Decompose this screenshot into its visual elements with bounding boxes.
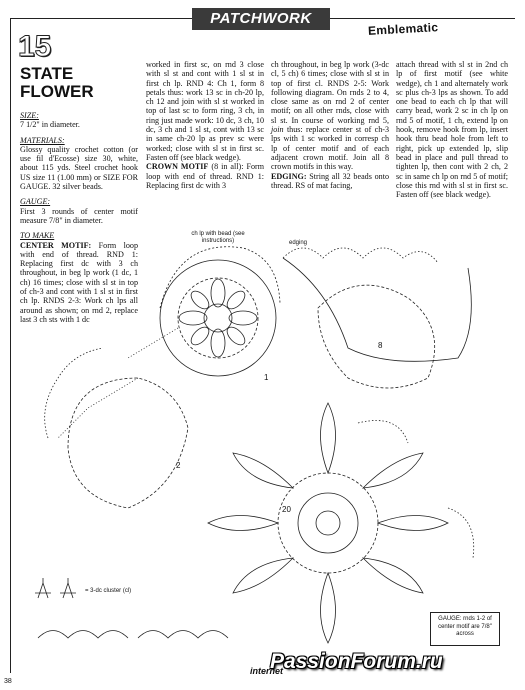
edging-heading: EDGING: bbox=[271, 171, 307, 181]
section-tab: PATCHWORK bbox=[192, 8, 330, 30]
gauge-box: GAUGE: rnds 1-2 of center motif are 7/8" across bbox=[430, 612, 500, 646]
crown-motif-cont: ch throughout, in beg lp work (3-dc cl, 5 ch) 6 times; close with sl st in top of first cl. RNDS 2-5: Work following diagram. On rnds 2 to 4, close same as on rnd 2 of center motif; on all other rnds, close with sl st. In course of working rnd 5, bbox=[271, 60, 389, 125]
gauge-text: First 3 rounds of center motif measure 7/8" in diameter. bbox=[20, 206, 138, 225]
crown-motif-2 bbox=[45, 348, 188, 508]
left-margin-rule bbox=[10, 18, 11, 673]
join-word: join bbox=[271, 125, 284, 135]
edging-label: edging bbox=[288, 240, 308, 246]
watermark: PassionForum.ru bbox=[270, 650, 443, 673]
crown-motif-count: (8 in all): bbox=[211, 162, 244, 172]
crown-motif-1 bbox=[160, 247, 280, 376]
motif-label-1: 1 bbox=[264, 373, 269, 382]
crochet-diagram bbox=[28, 208, 508, 678]
crown-motif-text: Form loop with end of thread. RND 1: Replacing first dc with 3 bbox=[146, 162, 265, 190]
crown-join-text: thus: replace center st of ch-3 lps with 1 sc worked in corresp ch lp of center motif and of each adjacent crown motif. Join all 8 crown motifs in this way. bbox=[271, 125, 389, 172]
size-text: 7 1/2" in diameter. bbox=[20, 120, 80, 130]
center-motif-heading: CENTER MOTIF: bbox=[20, 240, 92, 250]
motif-label-8: 8 bbox=[378, 341, 383, 350]
page-number: 38 bbox=[4, 678, 12, 685]
center-motif-text: Form loop with end of thread. RND 1: Replacing first dc with 3 ch throughout, in beg lp work (1 dc, 1 ch) 16 times; close with sl st in top of ch-3 and cont with 1 sl st in first ch lp. RNDS 2-3: Work ch lps all around as shown; on rnd 2, replace last 3 ch sts with 1 dc bbox=[20, 240, 138, 324]
column-2 bbox=[146, 60, 264, 190]
center-petals bbox=[208, 403, 448, 643]
pattern-number: 15 bbox=[18, 30, 52, 63]
motif-label-20: 20 bbox=[282, 505, 291, 514]
bead-loop-label: ch lp with bead (see instructions) bbox=[191, 231, 245, 244]
edging-top bbox=[283, 248, 438, 263]
flower-petals bbox=[179, 279, 257, 357]
materials-text: Glossy quality crochet cotton (or use fil d'Ecosse) size 30, white, about 115 yds. Steel crochet hook US size 11 (1.00 mm) or SIZE FOR GAUGE. 32 silver beads. bbox=[20, 144, 138, 192]
center-motif bbox=[208, 403, 474, 643]
center-motif-cont: worked in first sc, on rnd 3 close with sl st and cont with 1 sl st in first ch lp. RND 4: Ch 1, form 8 petals thus: work 13 sc in ch-20 lp, ch 12 and join with sl st worked in top of last sc to form ring, 3 ch, in ring just made work: 10 dc, 3 ch, 10 dc, 3 ch and 1 sl st, cont with 13 sc in same ch-20 lp as prev sc were worked; close with sl st in first sc. Fasten off (see black wedge). bbox=[146, 60, 264, 162]
edging-text: String all 32 beads onto thread. RS of mat facing, bbox=[271, 171, 389, 190]
publisher-logo: internet bbox=[250, 666, 284, 676]
column-3 bbox=[271, 60, 389, 190]
cluster-legend: = 3-dc cluster (cl) bbox=[85, 588, 132, 594]
pattern-title: STATE FLOWER bbox=[20, 64, 94, 101]
stitch-legend bbox=[35, 578, 228, 638]
tomake-heading: TO MAKE bbox=[20, 231, 55, 241]
edging-cont: attach thread with sl st in 2nd ch lp of first motif (see white wedge), ch 1 and alternately work sc plus ch-3 lps as shown. To add one bead to each ch lp that will carry bead, work 2 sc in ch lp on rnd 5 of motif, 1 ch, extend lp on hook, remove hook from lp, insert hook thru bead hole from left to right, pick up extended lp, slip bead in place and pull thread to tighten lp, then cont with 2 ch, 2 sc in same ch lp on rnd 5 of motif; close this rnd with sl st in first sc. Fasten off (see black wedge). bbox=[396, 60, 508, 200]
size-heading: SIZE: bbox=[20, 111, 39, 120]
motif-label-2: 2 bbox=[176, 461, 181, 470]
column-4 bbox=[396, 60, 508, 199]
crown-motif-8 bbox=[318, 285, 435, 388]
gauge-heading: GAUGE: bbox=[20, 197, 51, 207]
materials-heading: MATERIALS: bbox=[20, 135, 65, 145]
category-label: Emblematic bbox=[367, 20, 439, 38]
crown-motif-heading: CROWN MOTIF bbox=[146, 162, 209, 172]
